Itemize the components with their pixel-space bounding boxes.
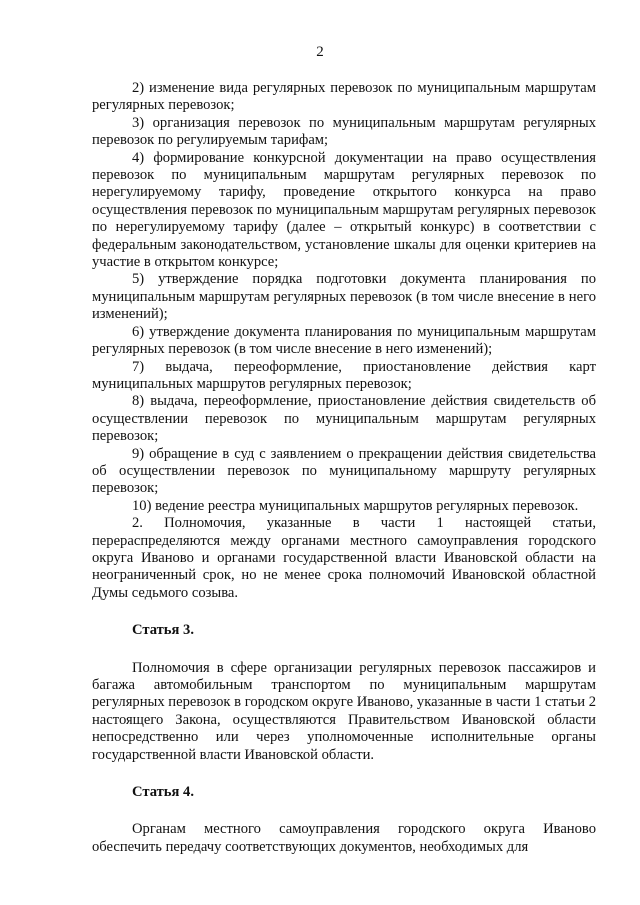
list-item-6: 6) утверждение документа планирования по муниципальным маршрутам регулярных перевозок (в том числе внесение в него изменений); — [92, 323, 596, 358]
list-item-7: 7) выдача, переоформление, приостановление действия карт муниципальных маршрутов регулярных перевозок; — [92, 358, 596, 392]
clause-2-paragraph: 2. Полномочия, указанные в части 1 настоящей статьи, перераспределяются между органами местного самоуправления городского округа Иваново и органами государственной власти Ивановской области на неограниченный срок, но не менее срока полномочий Ивановской областной Думы седьмого созыва. — [92, 515, 596, 601]
article-3-text: Полномочия в сфере организации регулярных перевозок пассажиров и багажа автомобильным транспортом по муниципальным маршрутам регулярных перевозок в городском округе Иваново, указанные в части 1 статьи 2 настоящего Закона, осуществляются Правительством Ивановской области непосредственно или через уполномоченные исполнительные органы государственной власти Ивановской области. — [92, 659, 596, 763]
list-item-4: 4) формирование конкурсной документации на право осуществления перевозок по муниципальным маршрутам регулярных перевозок по нерегулируемому тарифу, проведение открытого конкурса на право осуществления перевозок по муниципальным маршрутам регулярных перевозок по нерегулируемому тарифу (далее – открытый конкурс) в соответствии с федеральным законодательством, установление шкалы для оценки критериев на участие в открытом конкурсе; — [92, 149, 596, 271]
list-item-5: 5) утверждение порядка подготовки документа планирования по муниципальным маршрутам регулярных перевозок (в том числе внесение в него изменений); — [92, 271, 596, 323]
article-4-heading: Статья 4. — [132, 784, 194, 801]
article-3-heading: Статья 3. — [132, 622, 194, 639]
document-body — [92, 80, 596, 856]
list-item-10: 10) ведение реестра муниципальных маршрутов регулярных перевозок. — [132, 497, 579, 514]
list-item-8: 8) выдача, переоформление, приостановление действия свидетельств об осуществлении перевозок по муниципальным маршрутам регулярных перевозок; — [92, 393, 596, 445]
article-4-text: Органам местного самоуправления городского округа Иваново обеспечить передачу соответствующих документов, необходимых для — [92, 821, 596, 855]
list-item-3: 3) организация перевозок по муниципальным маршрутам регулярных перевозок по регулируемым тарифам; — [92, 114, 596, 149]
page-number: 2 — [316, 44, 324, 60]
list-item-2: 2) изменение вида регулярных перевозок по муниципальным маршрутам регулярных перевозок; — [92, 80, 596, 114]
list-item-9: 9) обращение в суд с заявлением о прекращении действия свидетельства об осуществлении перевозок по муниципальному маршруту регулярных перевозок; — [92, 445, 596, 497]
